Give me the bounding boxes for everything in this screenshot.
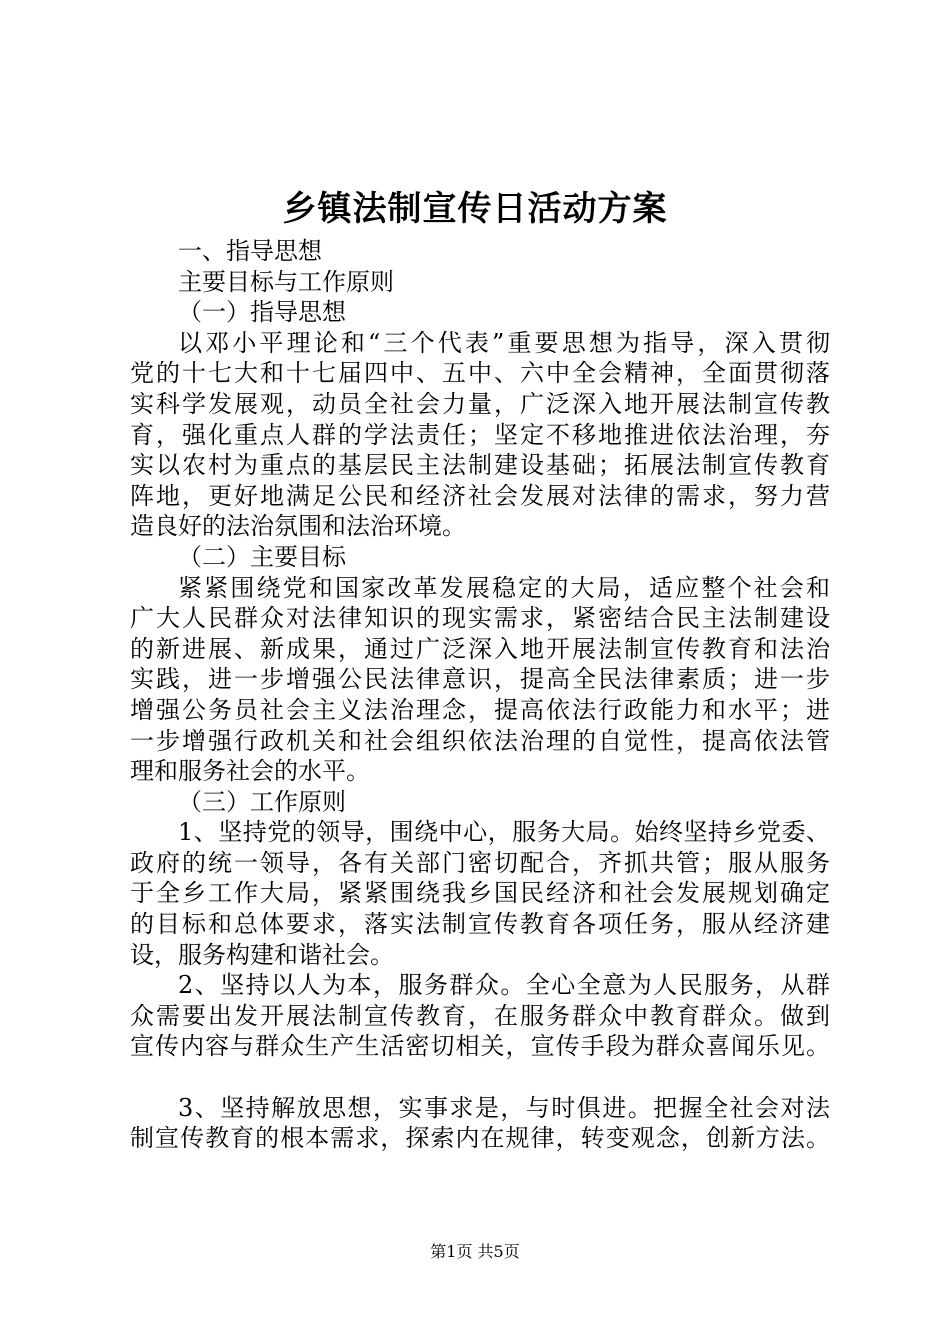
paragraph-line: 实科学发展观，动员全社会力量，广泛深入地开展法制宣传教: [130, 389, 830, 418]
paragraph-gap: [130, 1062, 830, 1093]
paragraph-line: 的目标和总体要求，落实法制宣传教育各项任务，服从经济建: [130, 910, 830, 939]
document-body: [130, 236, 830, 1154]
paragraph-line: 育，强化重点人群的学法责任；坚定不移地推进依法治理，夯: [130, 420, 830, 449]
paragraph-line: 宣传内容与群众生产生活密切相关，宣传手段为群众喜闻乐见。: [130, 1032, 830, 1061]
section-heading: 一、指导思想: [178, 237, 322, 265]
document-title: 乡镇法制宣传日活动方案: [282, 189, 668, 229]
paragraph-line: 实以农村为重点的基层民主法制建设基础；拓展法制宣传教育: [130, 451, 830, 480]
paragraph-line: 政府的统一领导，各有关部门密切配合，齐抓共管；服从服务: [130, 848, 830, 877]
paragraph-line: 2、坚持以人为本，服务群众。全心全意为人民服务，从群: [178, 971, 830, 1000]
subsection-heading: （三）工作原则: [178, 787, 346, 816]
paragraph-line: 于全乡工作大局，紧紧围绕我乡国民经济和社会发展规划确定: [130, 879, 830, 908]
paragraph-line: 造良好的法治氛围和法治环境。: [130, 512, 466, 541]
paragraph-line: 设，服务构建和谐社会。: [130, 940, 394, 969]
paragraph-line: 1、坚持党的领导，围绕中心，服务大局。始终坚持乡党委、: [178, 818, 830, 847]
paragraph-line: 党的十七大和十七届四中、五中、六中全会精神，全面贯彻落: [130, 359, 830, 388]
paragraph-line: 3、坚持解放思想，实事求是，与时俱进。把握全社会对法: [178, 1093, 830, 1122]
paragraph-line: 紧紧围绕党和国家改革发展稳定的大局，适应整个社会和: [178, 573, 830, 602]
page-footer: 第1页 共5页: [430, 1242, 520, 1261]
paragraph-line: 众需要出发开展法制宣传教育，在服务群众中教育群众。做到: [130, 1001, 830, 1030]
paragraph-line: 的新进展、新成果，通过广泛深入地开展法制宣传教育和法治: [130, 634, 830, 663]
paragraph-line: 制宣传教育的根本需求，探索内在规律，转变观念，创新方法。: [130, 1124, 830, 1153]
paragraph-line: 广大人民群众对法律知识的现实需求，紧密结合民主法制建设: [130, 604, 830, 633]
paragraph-line: 一步增强行政机关和社会组织依法治理的自觉性，提高依法管: [130, 726, 830, 755]
paragraph-line: 以邓小平理论和“三个代表”重要思想为指导，深入贯彻: [178, 328, 830, 357]
paragraph-line: 增强公务员社会主义法治理念，提高依法行政能力和水平；进: [130, 695, 830, 724]
subsection-heading: （一）指导思想: [178, 298, 346, 327]
paragraph-line: 实践，进一步增强公民法律意识，提高全民法律素质；进一步: [130, 665, 830, 694]
subsection-heading: （二）主要目标: [178, 542, 346, 571]
section-subheading: 主要目标与工作原则: [178, 267, 394, 296]
paragraph-line: 阵地，更好地满足公民和经济社会发展对法律的需求，努力营: [130, 481, 830, 510]
paragraph-line: 理和服务社会的水平。: [130, 757, 370, 786]
